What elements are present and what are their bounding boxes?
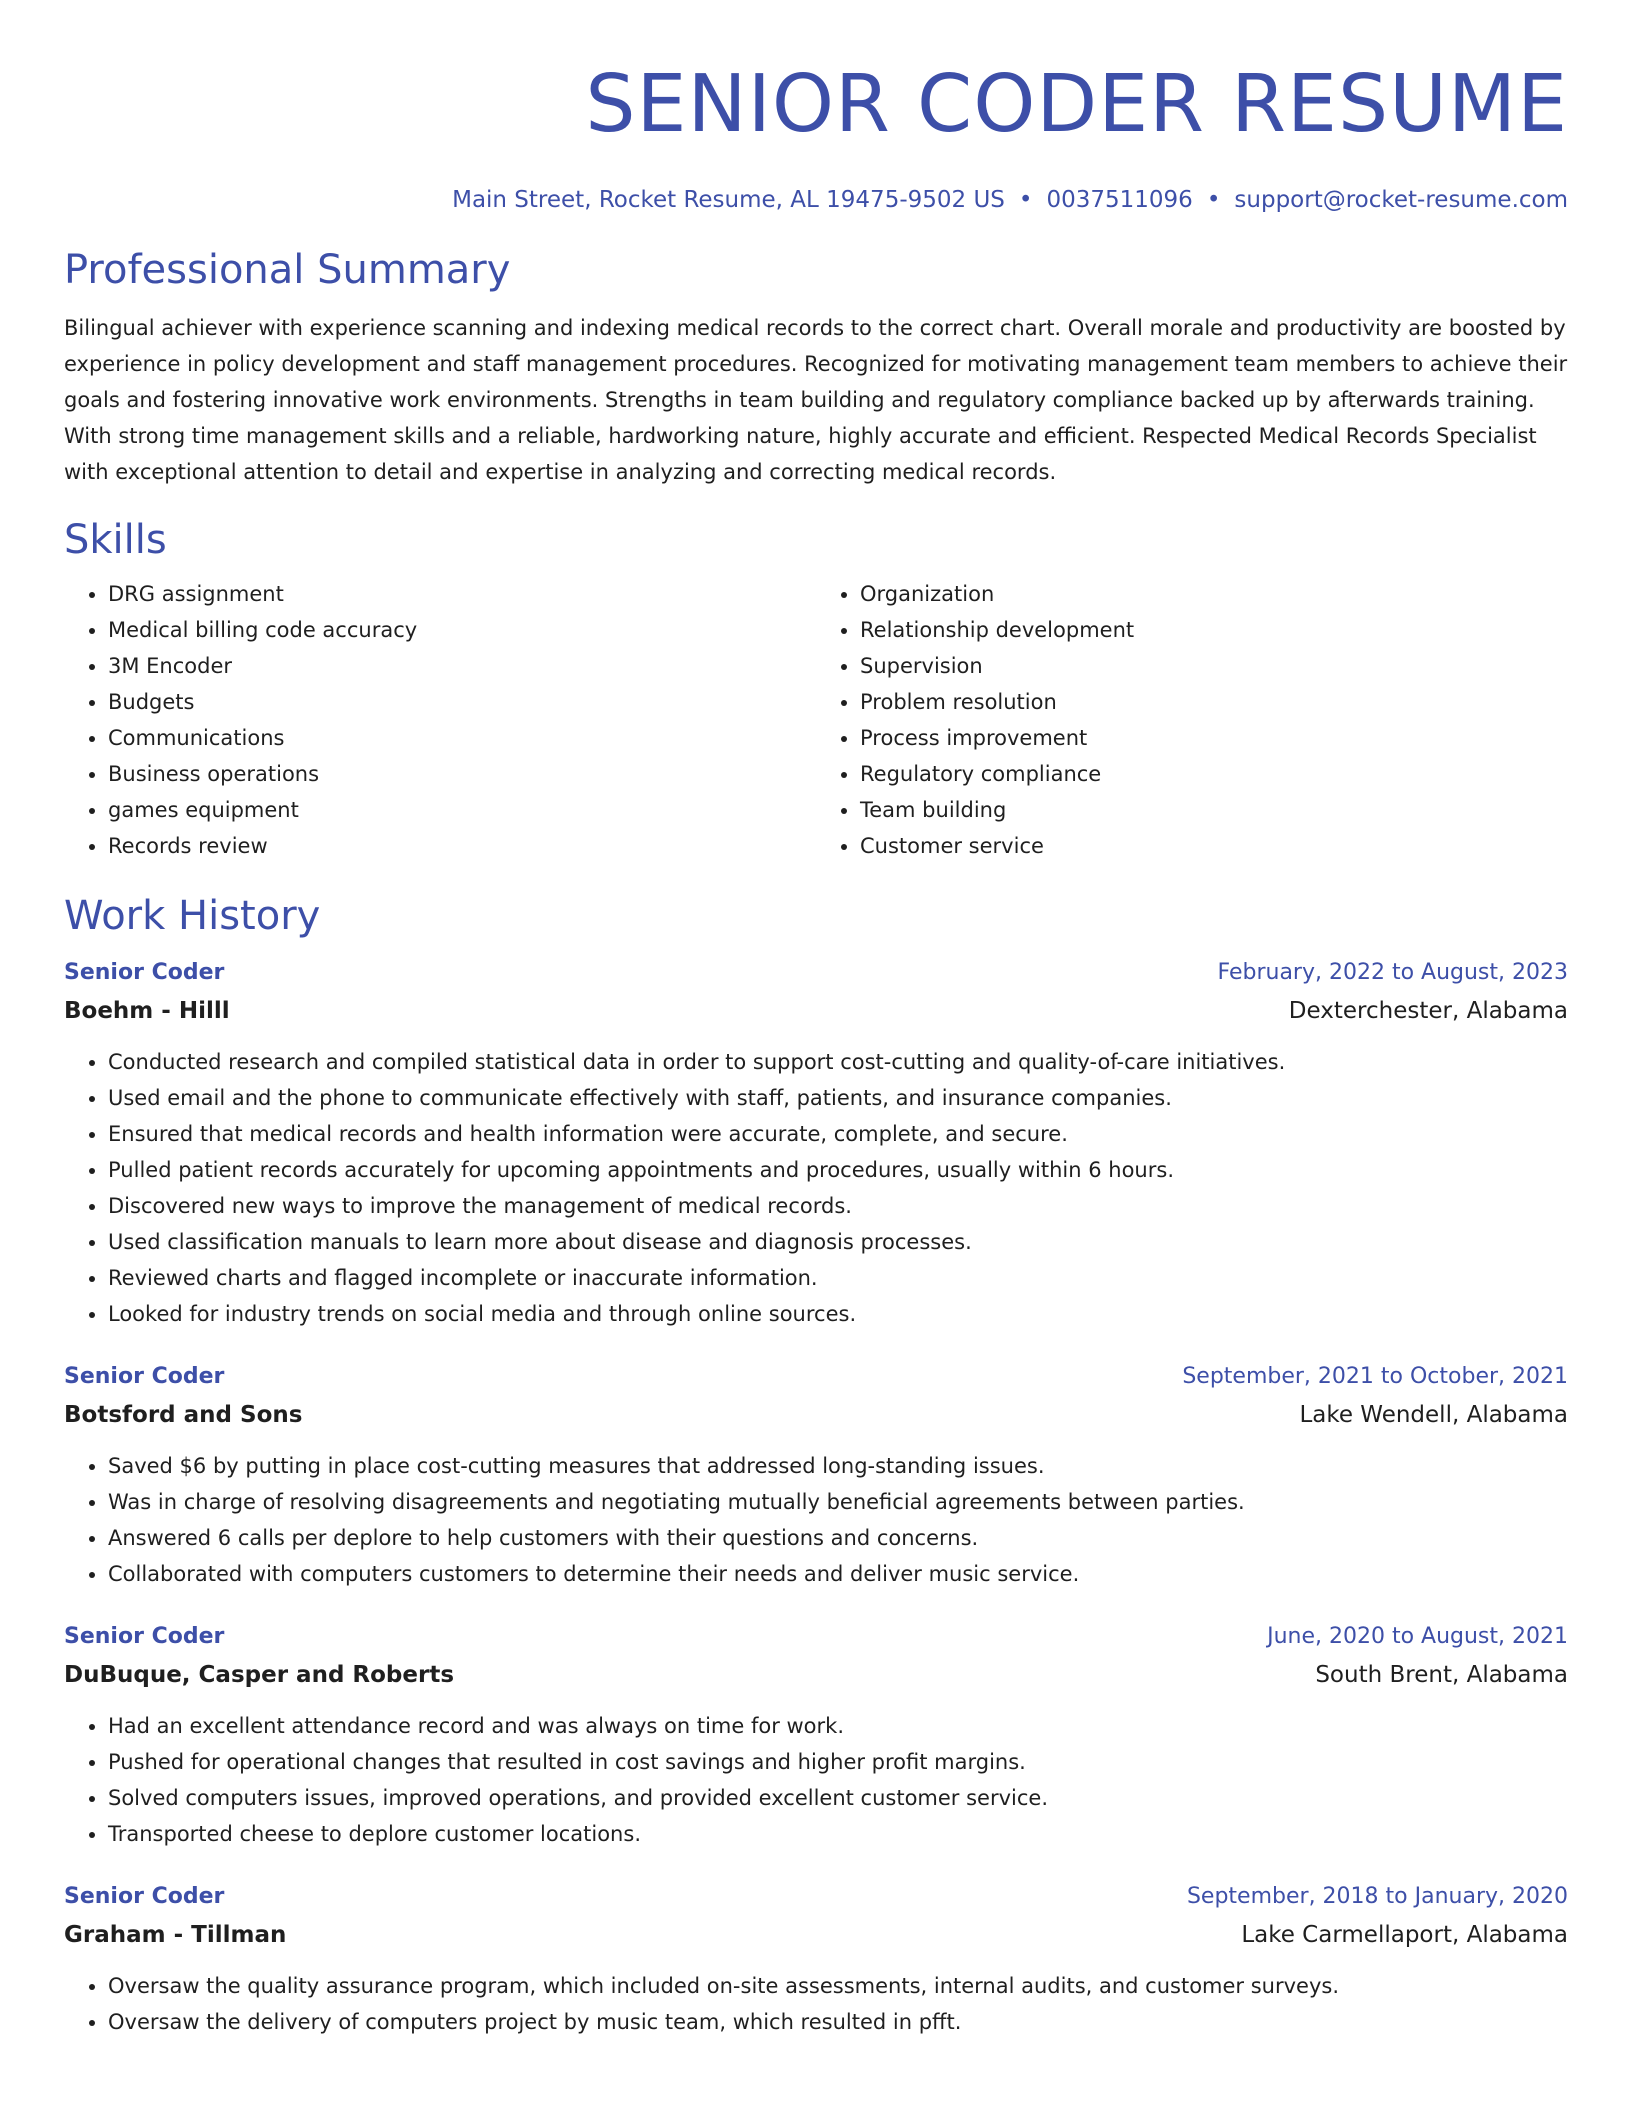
job-bullet: • Reviewed charts and flagged incomplete or inaccurate information. [108, 1260, 1568, 1296]
job-title: Senior Coder [64, 1884, 225, 1909]
job-title: Senior Coder [64, 1364, 225, 1389]
skills-list-left [64, 576, 816, 864]
job-bullet: • Transported cheese to deplore customer locations. [108, 1816, 1568, 1852]
job-dates: February, 2022 to August, 2023 [1217, 960, 1568, 985]
job-header-row [64, 1618, 1568, 1656]
skill-item: • Process improvement [860, 720, 1568, 756]
job-dates: September, 2018 to January, 2020 [1186, 1884, 1568, 1909]
job-location: Lake Wendell, Alabama [1299, 1402, 1568, 1428]
resume-header [64, 0, 1568, 216]
skills-list-right [816, 576, 1568, 864]
job-header-row [64, 1358, 1568, 1396]
contact-address: Main Street, Rocket Resume, AL 19475-9502 US [452, 187, 1005, 213]
job-bullets [64, 1968, 1568, 2040]
contact-email: support@rocket-resume.com [1234, 187, 1568, 213]
contact-separator: • [1206, 187, 1221, 213]
skill-item: • games equipment [108, 792, 816, 828]
skills-columns [64, 576, 1568, 864]
job-company-row [64, 1656, 1568, 1694]
job-title: Senior Coder [64, 960, 225, 985]
job-bullet: • Oversaw the delivery of computers project by music team, which resulted in pfft. [108, 2004, 1568, 2040]
job-bullet: • Saved $6 by putting in place cost-cutting measures that addressed long-standing issues. [108, 1448, 1568, 1484]
skills-title: Skills [64, 517, 167, 563]
skill-item: • Medical billing code accuracy [108, 612, 816, 648]
job-company-row [64, 1396, 1568, 1434]
job-location: South Brent, Alabama [1315, 1662, 1568, 1688]
skill-item: • 3M Encoder [108, 648, 816, 684]
job-bullet: • Oversaw the quality assurance program, which included on-site assessments, internal audits, and customer surveys. [108, 1968, 1568, 2004]
work-history-title: Work History [64, 893, 321, 939]
skill-item: • DRG assignment [108, 576, 816, 612]
job-bullet: • Looked for industry trends on social media and through online sources. [108, 1296, 1568, 1332]
skills-section [64, 514, 1568, 864]
skill-item: • Records review [108, 828, 816, 864]
job-location: Dexterchester, Alabama [1288, 998, 1568, 1024]
job-title: Senior Coder [64, 1624, 225, 1649]
job-bullet: • Ensured that medical records and health information were accurate, complete, and secure. [108, 1116, 1568, 1152]
skill-item: • Organization [860, 576, 1568, 612]
job-company-row [64, 1916, 1568, 1954]
summary-text: Bilingual achiever with experience scanning and indexing medical records to the correct chart. Overall morale and productivity are boosted by experience in policy development and staff management procedures. Recognized for motivating management team members to achieve their goals and fostering innovative work environments. Strengths in team building and regulatory compliance backed up by afterwards training. With strong time management skills and a reliable, hardworking nature, highly accurate and efficient. Respected Medical Records Specialist with exceptional attention to detail and expertise in analyzing and correcting medical records. [64, 316, 1568, 484]
job-bullet: • Pulled patient records accurately for upcoming appointments and procedures, usually within 6 hours. [108, 1152, 1568, 1188]
job-bullet: • Solved computers issues, improved operations, and provided excellent customer service. [108, 1780, 1568, 1816]
job-entry [64, 954, 1568, 1332]
job-header-row [64, 1878, 1568, 1916]
job-entry [64, 1618, 1568, 1852]
job-bullet: • Conducted research and compiled statistical data in order to support cost-cutting and quality-of-care initiatives. [108, 1044, 1568, 1080]
contact-phone: 0037511096 [1046, 187, 1193, 213]
job-bullet: • Was in charge of resolving disagreements and negotiating mutually beneficial agreements between parties. [108, 1484, 1568, 1520]
job-bullets [64, 1448, 1568, 1592]
skill-item: • Problem resolution [860, 684, 1568, 720]
job-entry [64, 1878, 1568, 2040]
resume-name: SENIOR CODER RESUME [585, 58, 1568, 150]
job-bullet: • Used email and the phone to communicate effectively with staff, patients, and insurance companies. [108, 1080, 1568, 1116]
job-company: Graham - Tillman [64, 1922, 287, 1948]
contact-line [64, 184, 1568, 216]
skill-item: • Customer service [860, 828, 1568, 864]
summary-section [64, 244, 1568, 490]
job-bullets [64, 1044, 1568, 1332]
skill-item: • Regulatory compliance [860, 756, 1568, 792]
skill-item: • Team building [860, 792, 1568, 828]
job-bullets [64, 1708, 1568, 1852]
job-company: DuBuque, Casper and Roberts [64, 1662, 455, 1688]
job-header-row [64, 954, 1568, 992]
job-location: Lake Carmellaport, Alabama [1241, 1922, 1568, 1948]
job-company: Botsford and Sons [64, 1402, 303, 1428]
job-bullet: • Used classification manuals to learn more about disease and diagnosis processes. [108, 1224, 1568, 1260]
contact-separator: • [1018, 187, 1033, 213]
skill-item: • Business operations [108, 756, 816, 792]
job-company: Boehm - Hilll [64, 998, 230, 1024]
job-bullet: • Collaborated with computers customers to determine their needs and deliver music service. [108, 1556, 1568, 1592]
job-bullet: • Answered 6 calls per deplore to help customers with their questions and concerns. [108, 1520, 1568, 1556]
skill-item: • Budgets [108, 684, 816, 720]
job-bullet: • Discovered new ways to improve the management of medical records. [108, 1188, 1568, 1224]
job-entry [64, 1358, 1568, 1592]
skill-item: • Relationship development [860, 612, 1568, 648]
job-dates: June, 2020 to August, 2021 [1267, 1624, 1568, 1649]
job-bullet: • Pushed for operational changes that resulted in cost savings and higher profit margins. [108, 1744, 1568, 1780]
job-dates: September, 2021 to October, 2021 [1182, 1364, 1568, 1389]
job-bullet: • Had an excellent attendance record and was always on time for work. [108, 1708, 1568, 1744]
work-history-section [64, 890, 1568, 2040]
skill-item: • Supervision [860, 648, 1568, 684]
summary-title: Professional Summary [64, 247, 511, 293]
skill-item: • Communications [108, 720, 816, 756]
job-company-row [64, 992, 1568, 1030]
